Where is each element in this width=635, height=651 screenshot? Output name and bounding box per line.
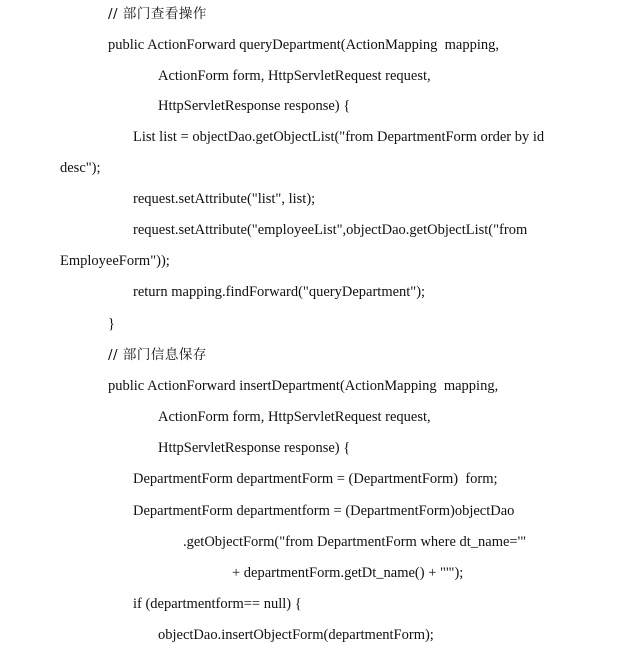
- code-line: List list = objectDao.getObjectList("from DepartmentForm order by id: [133, 129, 545, 145]
- code-line: .getObjectForm("from DepartmentForm where dt_name='": [183, 534, 527, 550]
- code-line: request.setAttribute("list", list);: [133, 191, 316, 207]
- code-line: public ActionForward queryDepartment(ActionMapping mapping,: [108, 37, 500, 53]
- code-line: objectDao.insertObjectForm(departmentForm);: [158, 627, 434, 643]
- comment-insert-department: // 部门信息保存: [108, 347, 207, 363]
- code-line: + departmentForm.getDt_name() + "'");: [232, 565, 464, 581]
- code-line: HttpServletResponse response) {: [158, 98, 351, 114]
- code-line: ActionForm form, HttpServletRequest request,: [158, 409, 431, 425]
- code-line: EmployeeForm"));: [60, 253, 170, 269]
- code-line: ActionForm form, HttpServletRequest request,: [158, 68, 431, 84]
- code-line: request.setAttribute("employeeList",objectDao.getObjectList("from: [133, 222, 528, 238]
- code-line: public ActionForward insertDepartment(ActionMapping mapping,: [108, 378, 499, 394]
- code-line: if (departmentform== null) {: [133, 596, 302, 612]
- code-line: desc");: [60, 160, 101, 176]
- code-line: DepartmentForm departmentForm = (DepartmentForm) form;: [133, 471, 498, 487]
- comment-query-department: // 部门查看操作: [108, 6, 207, 22]
- code-line: DepartmentForm departmentform = (DepartmentForm)objectDao: [133, 503, 515, 519]
- code-line: }: [108, 316, 115, 332]
- code-line: HttpServletResponse response) {: [158, 440, 351, 456]
- code-line: return mapping.findForward("queryDepartment");: [133, 284, 426, 300]
